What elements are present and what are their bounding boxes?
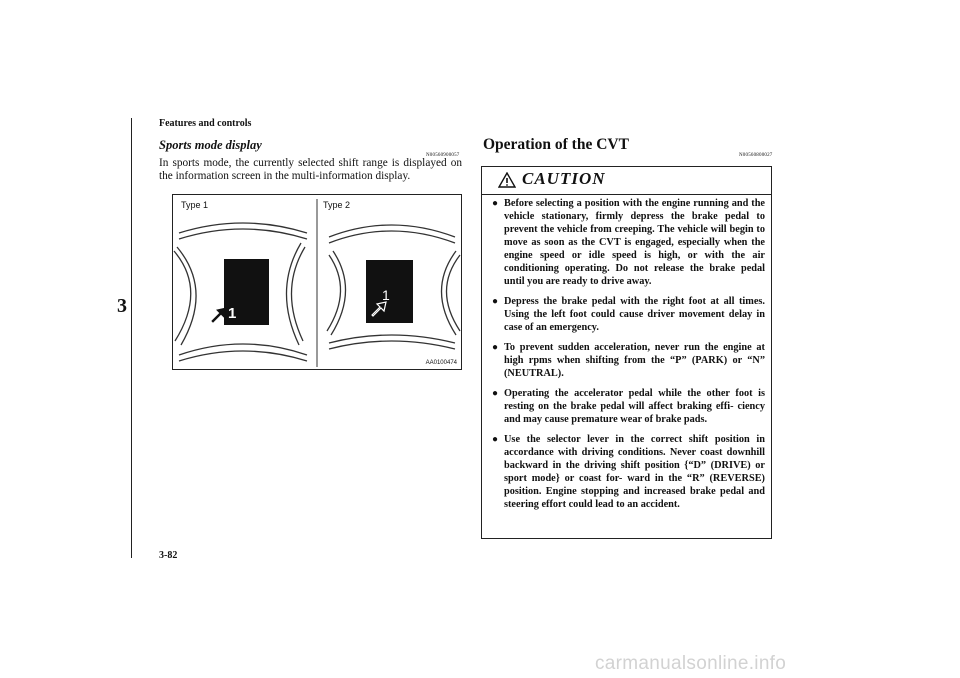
caution-item	[493, 197, 765, 288]
figure-type2-label: Type 2	[323, 200, 351, 210]
section-header: Features and controls	[159, 118, 252, 129]
chapter-tab-number: 3	[117, 295, 127, 317]
bullet-icon: ●	[492, 388, 499, 399]
caution-item	[493, 433, 765, 511]
caution-item-text: Depress the brake pedal with the right foot at all times. Using the left foot could cause driver movement delay in case of an emergency.	[504, 296, 765, 333]
figure-code: AA0100474	[425, 360, 457, 366]
callout-number-type1: 1	[228, 305, 237, 322]
chapter-tab-divider	[131, 118, 132, 558]
caution-header	[482, 167, 771, 195]
cvt-operation-heading: Operation of the CVT	[483, 136, 629, 153]
sports-mode-body: In sports mode, the currently selected shift range is displayed on the information screen in the multi-information display.	[159, 157, 462, 182]
caution-box	[481, 166, 772, 539]
cvt-operation-code: N00560800027	[739, 153, 773, 158]
bullet-icon: ●	[492, 296, 499, 307]
bullet-icon: ●	[492, 342, 499, 353]
warning-triangle-icon	[498, 172, 516, 188]
bullet-icon: ●	[492, 198, 499, 209]
sports-mode-heading: Sports mode display	[159, 138, 262, 152]
caution-list	[493, 197, 765, 518]
sports-mode-code: N00560900057	[426, 153, 460, 158]
bullet-icon: ●	[492, 434, 499, 445]
caution-item-text: Before selecting a position with the engine running and the vehicle stationary, firmly depress the brake pedal to prevent the vehicle from creeping. The vehicle will begin to move as soon as the CVT is engaged, especially when the engine speed or idle speed is high, or with the air conditioning operating. Do not release the brake pedal until you are ready to drive away.	[504, 198, 765, 287]
instrument-cluster-illustration	[173, 195, 463, 371]
caution-item-text: Use the selector lever in the correct shift position in accordance with driving conditions. Never coast downhill backward in the driving shift position {“D” (DRIVE) or sport mode} or coast for- ward in the “R” (REVERSE) position. Engine stopping and increased brake pedal and steering effort could lead to an accident.	[504, 434, 765, 510]
caution-item-text: Operating the accelerator pedal while the other foot is resting on the brake pedal will affect braking effi- ciency and may cause premature wear of brake pads.	[504, 388, 765, 425]
caution-item-text: To prevent sudden acceleration, never run the engine at high rpms when shifting from the “P” (PARK) or “N” (NEUTRAL).	[504, 342, 765, 379]
caution-title: CAUTION	[522, 169, 606, 188]
caution-item	[493, 295, 765, 334]
figure-type1-label: Type 1	[181, 200, 209, 210]
watermark: carmanualsonline.info	[595, 653, 787, 674]
caution-item	[493, 387, 765, 426]
callout-number-type2: 1	[382, 287, 390, 303]
display-figure	[172, 194, 462, 370]
hand-pointer-icon	[210, 305, 230, 325]
caution-item	[493, 341, 765, 380]
page-number: 3-82	[159, 550, 178, 561]
